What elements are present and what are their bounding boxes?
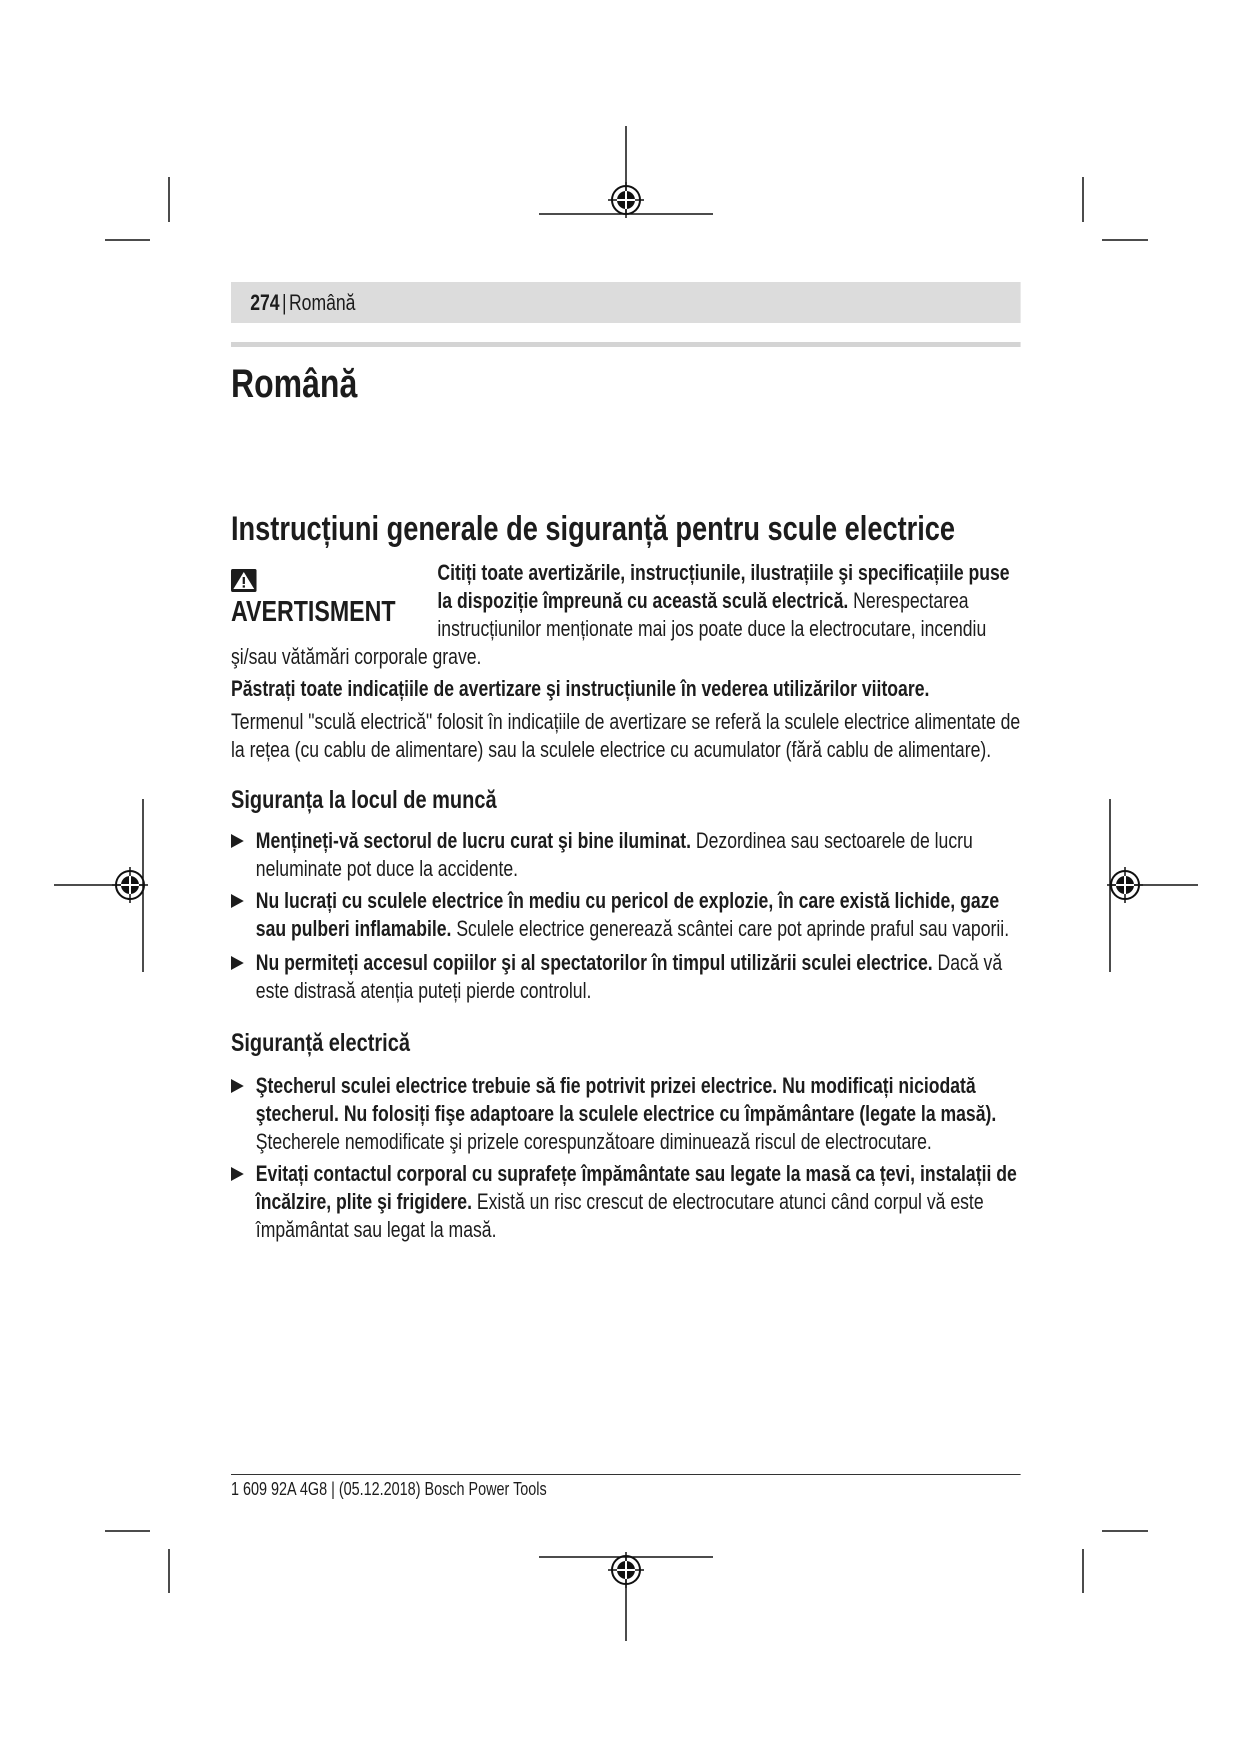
bullet-arrow-icon bbox=[231, 956, 244, 970]
registration-mark-left bbox=[112, 867, 148, 903]
page-title: Română bbox=[231, 362, 358, 406]
footer-text: 1 609 92A 4G8 | (05.12.2018) Bosch Power Tools bbox=[231, 1479, 547, 1499]
keep-instructions: Păstrați toate indicațiile de avertizare şi instrucțiunile în vederea utilizărilor viitoare. bbox=[231, 676, 930, 701]
footer-rule bbox=[231, 1474, 1021, 1475]
bullet-arrow-icon bbox=[231, 894, 244, 908]
warning-label bbox=[231, 559, 417, 643]
warning-block bbox=[231, 559, 1021, 671]
list-item-text: Există un risc crescut de electrocutare atunci când corpul vă este împământat sau legat la masă. bbox=[255, 1189, 984, 1242]
list-item-bold: Mențineți-vă sectorul de lucru curat şi bine iluminat. bbox=[255, 828, 692, 853]
page-header bbox=[231, 282, 1021, 323]
list-item-text: Dezordinea sau sectoarele de lucru neluminate pot duce la accidente. bbox=[255, 828, 973, 881]
term-definition: Termenul "sculă electrică" folosit în indicațiile de avertizare se referă la sculele electrice alimentate de la rețea (cu cablu de alimentare) sau la sculele electrice cu acumulator (fără cablu de alimentare). bbox=[231, 709, 1021, 762]
electrical-safety-list bbox=[231, 1072, 1021, 1244]
subsection-heading-workplace: Siguranța la locul de muncă bbox=[231, 786, 497, 814]
list-item-text: Ştecherele nemodificate şi prizele corespunzătoare diminuează riscul de electrocutare. bbox=[255, 1129, 932, 1154]
registration-mark-top bbox=[608, 182, 644, 218]
warning-triangle-icon bbox=[231, 569, 257, 592]
list-item-bold: Nu lucrați cu sculele electrice în mediu cu pericol de explozie, în care există lichide, gaze sau pulberi inflamabile. bbox=[255, 888, 1000, 941]
page-footer bbox=[231, 1474, 1021, 1501]
list-item-text: Dacă vă este distrasă atenția puteți pierde controlul. bbox=[255, 950, 1003, 1003]
warning-text: Nerespectarea instrucțiunilor menționate mai jos poate duce la electrocutare, incendiu şi/sau vătămări corporale grave. bbox=[231, 588, 987, 669]
bullet-arrow-icon bbox=[231, 1167, 244, 1181]
registration-mark-right bbox=[1107, 867, 1143, 903]
subsection-heading-electrical: Siguranță electrică bbox=[231, 1029, 410, 1057]
registration-mark-bottom bbox=[608, 1552, 644, 1588]
header-separator: | bbox=[281, 290, 287, 315]
warning-bold-text: Citiți toate avertizările, instrucțiunile, ilustrațiile şi specificațiile puse la dispoziție împreună cu această sculă electrică. bbox=[437, 560, 1010, 613]
list-item-bold: Nu permiteți accesul copiilor şi al spectatorilor în timpul utilizării sculei electrice. bbox=[255, 950, 933, 975]
bullet-arrow-icon bbox=[231, 1079, 244, 1093]
list-item bbox=[231, 887, 1021, 943]
list-item bbox=[231, 1160, 1021, 1244]
warning-title: AVERTISMENT bbox=[231, 596, 396, 628]
list-item bbox=[231, 1072, 1021, 1156]
content-column bbox=[231, 282, 1021, 1244]
list-item-text: Sculele electrice generează scântei care pot aprinde praful sau vaporii. bbox=[456, 916, 1010, 941]
workplace-safety-list bbox=[231, 827, 1021, 1005]
list-item-bold: Evitați contactul corporal cu suprafețe împământate sau legate la masă ca țevi, instalații de încălzire, plite şi frigidere. bbox=[255, 1161, 1017, 1214]
page-number: 274 bbox=[250, 290, 280, 315]
bullet-arrow-icon bbox=[231, 834, 244, 848]
list-item bbox=[231, 949, 1021, 1005]
section-heading: Instrucțiuni generale de siguranță pentru scule electrice bbox=[231, 510, 956, 548]
header-section: Română bbox=[288, 290, 356, 315]
list-item bbox=[231, 827, 1021, 883]
header-rule bbox=[231, 342, 1021, 347]
list-item-bold: Ştecherul sculei electrice trebuie să fie potrivit prizei electrice. Nu modificați niciodată ştecherul. Nu folosiți fişe adaptoare la sculele electrice cu împământare (legate la masă). bbox=[255, 1073, 997, 1126]
